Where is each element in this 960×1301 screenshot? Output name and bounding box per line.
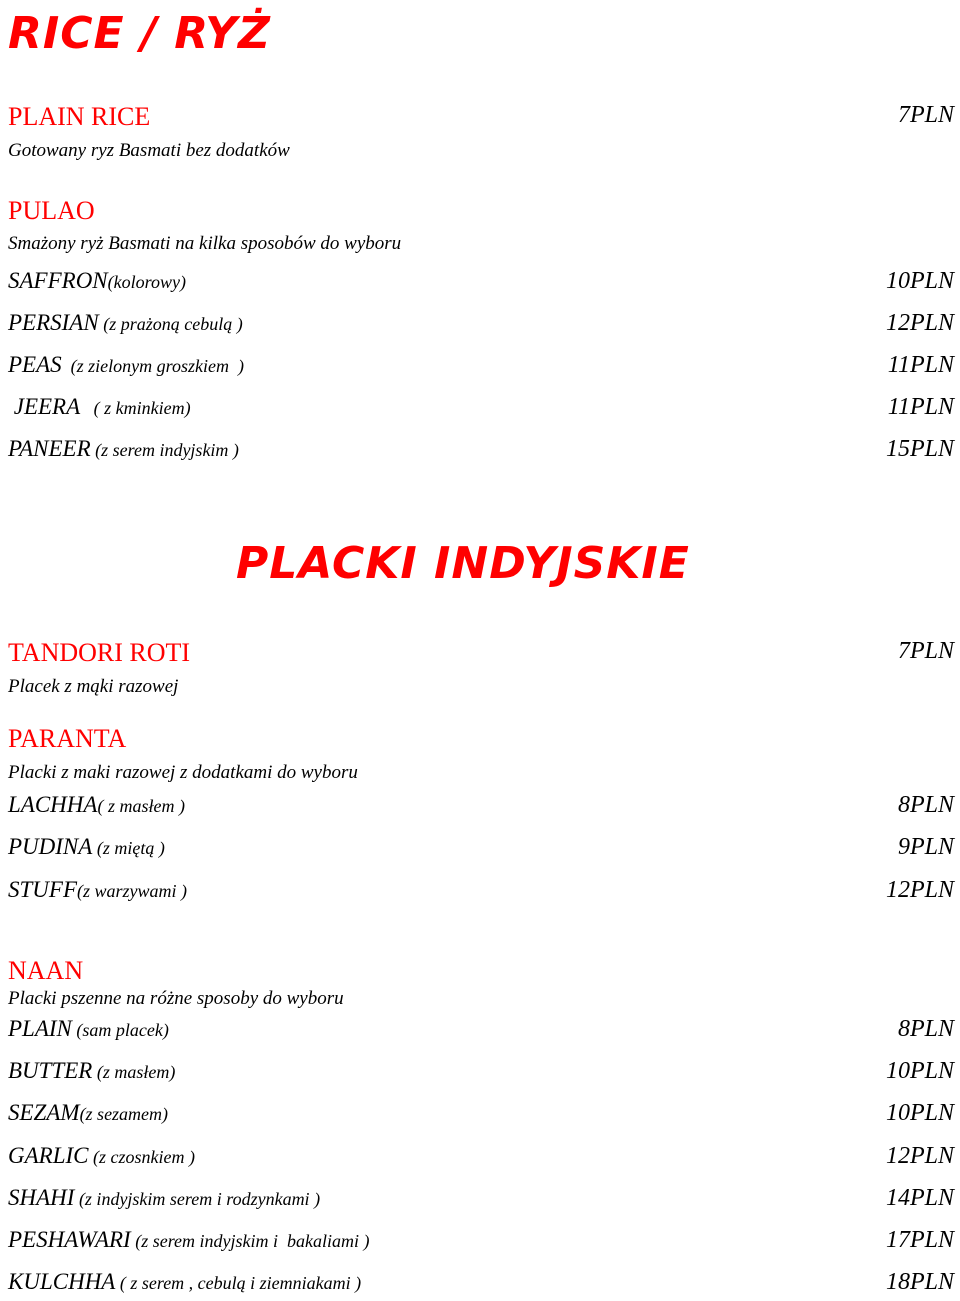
plain-rice-price: 7PLN bbox=[897, 102, 954, 128]
item-name: BUTTER bbox=[8, 1058, 93, 1083]
menu-item bbox=[8, 1269, 361, 1295]
item-price: 12PLN bbox=[885, 310, 954, 336]
pulao-desc: Smażony ryż Basmati na kilka sposobów do wyboru bbox=[8, 233, 402, 254]
item-price: 14PLN bbox=[885, 1185, 954, 1211]
tandori-title: TANDORI ROTI bbox=[8, 638, 191, 667]
item-note: ( z serem , cebulą i ziemniakami ) bbox=[115, 1273, 362, 1293]
naan-title: NAAN bbox=[8, 956, 84, 985]
item-price: 8PLN bbox=[897, 792, 954, 818]
menu-item bbox=[8, 268, 186, 294]
item-price: 18PLN bbox=[885, 1269, 954, 1295]
item-price: 15PLN bbox=[885, 436, 954, 462]
item-name: SEZAM bbox=[8, 1100, 80, 1125]
item-note: ( z masłem ) bbox=[97, 796, 185, 816]
item-note: (z indyjskim serem i rodzynkami ) bbox=[74, 1189, 321, 1209]
rice-heading: RICE / RYŻ bbox=[8, 8, 271, 59]
item-price: 12PLN bbox=[885, 877, 954, 903]
item-note: (z prażoną cebulą ) bbox=[98, 314, 243, 334]
item-name: PLAIN bbox=[8, 1016, 72, 1041]
paranta-title: PARANTA bbox=[8, 724, 127, 753]
item-name: PESHAWARI bbox=[8, 1227, 131, 1252]
item-note: (z zielonym groszkiem ) bbox=[61, 356, 244, 376]
item-note: (z czosnkiem ) bbox=[88, 1147, 195, 1167]
menu-item bbox=[8, 792, 185, 818]
item-note: ( z kminkiem) bbox=[80, 398, 191, 418]
item-note: (z sezamem) bbox=[79, 1104, 169, 1124]
menu-item bbox=[8, 436, 239, 462]
item-price: 12PLN bbox=[885, 1143, 954, 1169]
menu-item bbox=[8, 1185, 320, 1211]
item-note: (sam placek) bbox=[71, 1020, 169, 1040]
paranta-desc: Placki z maki razowej z dodatkami do wyboru bbox=[8, 762, 358, 783]
plain-rice-title: PLAIN RICE bbox=[8, 102, 151, 131]
menu-item bbox=[8, 877, 187, 903]
item-note: (z serem indyjskim i bakaliami ) bbox=[130, 1231, 370, 1251]
item-price: 11PLN bbox=[887, 352, 954, 378]
item-price: 11PLN bbox=[887, 394, 954, 420]
placki-heading: PLACKI INDYJSKIE bbox=[236, 538, 690, 589]
item-name: PEAS bbox=[8, 352, 62, 377]
item-note: (z miętą ) bbox=[92, 838, 165, 858]
menu-item bbox=[8, 1143, 195, 1169]
item-name: KULCHHA bbox=[8, 1269, 116, 1294]
menu-item bbox=[8, 1100, 168, 1126]
menu-item bbox=[8, 394, 191, 420]
item-note: (z serem indyjskim ) bbox=[90, 440, 239, 460]
item-price: 10PLN bbox=[885, 1058, 954, 1084]
item-price: 9PLN bbox=[897, 834, 954, 860]
item-name: GARLIC bbox=[8, 1143, 89, 1168]
item-price: 10PLN bbox=[885, 1100, 954, 1126]
pulao-title: PULAO bbox=[8, 196, 95, 225]
menu-item bbox=[8, 352, 244, 378]
item-name: PERSIAN bbox=[8, 310, 99, 335]
tandori-desc: Placek z mąki razowej bbox=[8, 676, 179, 697]
tandori-price: 7PLN bbox=[897, 638, 954, 664]
plain-rice-desc: Gotowany ryz Basmati bez dodatków bbox=[8, 140, 290, 161]
menu-item bbox=[8, 1058, 175, 1084]
item-note: (z masłem) bbox=[92, 1062, 176, 1082]
item-name: PUDINA bbox=[8, 834, 93, 859]
item-note: (kolorowy) bbox=[107, 272, 186, 292]
item-name: PANEER bbox=[8, 436, 91, 461]
item-name: STUFF bbox=[8, 877, 77, 902]
item-price: 8PLN bbox=[897, 1016, 954, 1042]
item-note: (z warzywami ) bbox=[77, 881, 188, 901]
item-name: JEERA bbox=[8, 394, 81, 419]
item-price: 17PLN bbox=[885, 1227, 954, 1253]
menu-item bbox=[8, 1227, 370, 1253]
menu-item bbox=[8, 310, 243, 336]
item-name: LACHHA bbox=[8, 792, 98, 817]
item-price: 10PLN bbox=[885, 268, 954, 294]
item-name: SHAHI bbox=[8, 1185, 75, 1210]
menu-item bbox=[8, 834, 165, 860]
menu-item bbox=[8, 1016, 169, 1042]
item-name: SAFFRON bbox=[8, 268, 108, 293]
naan-desc: Placki pszenne na różne sposoby do wyboru bbox=[8, 988, 344, 1009]
